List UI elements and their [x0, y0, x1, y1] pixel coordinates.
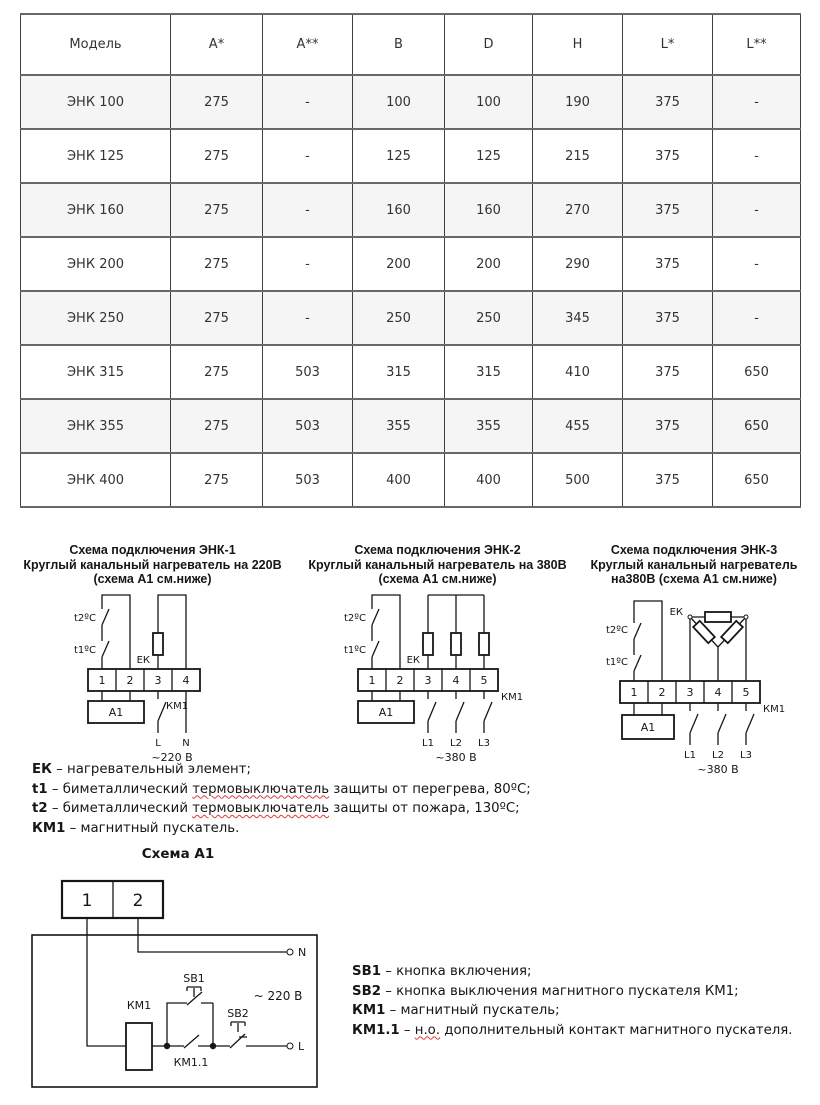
table-cell: 275: [171, 183, 263, 237]
spellcheck-word: термовыключатель: [192, 801, 330, 816]
table-cell: 250: [353, 291, 445, 345]
terminal-block: [62, 881, 163, 918]
terminal-strip: [358, 669, 498, 691]
a1-label: А1: [640, 720, 656, 734]
voltage-label: ~ 220 В: [253, 989, 303, 1003]
table-cell: 200: [445, 237, 533, 291]
table-cell: 375: [623, 291, 713, 345]
table-cell: 275: [171, 237, 263, 291]
col-header-b: B: [353, 14, 445, 75]
col-header-a2: A**: [263, 14, 353, 75]
a1-label: А1: [378, 705, 393, 719]
legend-term: КМ1: [32, 820, 66, 836]
diagram-enk2: [300, 543, 575, 769]
sb1-latch-branch: [167, 972, 213, 1046]
table-cell: 190: [533, 75, 623, 129]
voltage-label: ~380 В: [434, 750, 477, 764]
ek-label: ЕК: [406, 654, 420, 666]
legend-term: SB2: [352, 983, 381, 999]
table-header-row: [21, 14, 801, 75]
table-cell: 100: [353, 75, 445, 129]
table-row: [21, 291, 801, 345]
contactor-branch: [151, 691, 192, 764]
sb1-label: SB1: [183, 972, 205, 985]
legend-term: КМ1: [352, 1003, 386, 1018]
km11-label: КМ1.1: [173, 1056, 209, 1069]
table-cell: 400: [353, 453, 445, 507]
legend-term: t2: [32, 801, 48, 816]
table-cell: 455: [533, 399, 623, 453]
table-cell: ЭНК 100: [21, 75, 171, 129]
diagram-enk1-title: Схема подключения ЭНК-1 Круглый канальный нагреватель на 220В (схема А1 см.ниже): [23, 543, 282, 586]
schema-a1-title: Схема А1: [141, 846, 215, 862]
enk2-circuit-svg: [308, 589, 568, 769]
legend-item-km1: КМ1 – магнитный пускатель.: [32, 820, 240, 836]
table-cell: 275: [171, 345, 263, 399]
legend-item-sb2: SB2 – кнопка выключения магнитного пускателя КМ1;: [352, 983, 739, 999]
phase-l3-label: L3: [740, 749, 752, 761]
heater-resistor-ek: [721, 620, 743, 642]
svg-text:1: 1: [630, 685, 638, 699]
diagram-enk1: [20, 543, 285, 765]
heater-branch: [136, 595, 185, 669]
voltage-label: ~380 В: [697, 762, 739, 776]
heater-delta: [670, 607, 748, 681]
ek-label: ЕК: [669, 606, 683, 618]
table-cell: 270: [533, 183, 623, 237]
legend-item-km1: КМ1 – магнитный пускатель;: [352, 1003, 560, 1018]
svg-text:2: 2: [396, 673, 403, 687]
table-cell: 503: [263, 399, 353, 453]
a1-block: [622, 703, 674, 739]
svg-text:2: 2: [658, 685, 666, 699]
legend-item-t1: t1 – биметаллический термовыключатель защиты от перегрева, 80ºС;: [32, 781, 531, 797]
spellcheck-word: термовыключатель: [192, 781, 330, 797]
t2-label: t2ºC: [343, 612, 366, 624]
svg-text:5: 5: [480, 673, 487, 687]
ek-label: ЕК: [136, 654, 150, 666]
thermal-switch-loop: [74, 595, 130, 669]
coil-circuit: [87, 918, 167, 1070]
svg-text:1: 1: [368, 673, 375, 687]
schema-a1-circuit-svg: [25, 870, 330, 1105]
phase-l1-label: L1: [421, 737, 434, 749]
km1-label: КМ1: [126, 999, 152, 1012]
heater-resistor-ek: [451, 633, 461, 655]
col-header-a1: A*: [171, 14, 263, 75]
table-cell: 400: [445, 453, 533, 507]
heater-resistor-ek: [479, 633, 489, 655]
table-cell: 275: [171, 129, 263, 183]
km1-label: КМ1: [763, 703, 786, 715]
table-row: [21, 399, 801, 453]
table-cell: 503: [263, 345, 353, 399]
table-row: [21, 75, 801, 129]
a1-block: [358, 691, 414, 723]
thermal-switch-loop: [606, 601, 662, 681]
table-cell: 650: [713, 453, 801, 507]
legend-schema-a1: [352, 962, 793, 1040]
table-cell: 410: [533, 345, 623, 399]
svg-text:2: 2: [126, 673, 133, 687]
terminal-strip: [88, 669, 200, 691]
phase-l1-label: L1: [684, 749, 696, 761]
diagram-enk3: [578, 543, 810, 785]
table-cell: 290: [533, 237, 623, 291]
table-cell: 375: [623, 237, 713, 291]
table-cell: 375: [623, 75, 713, 129]
phase-l-label: L: [154, 737, 161, 749]
table-cell: 275: [171, 291, 263, 345]
t1-label: t1ºC: [73, 644, 96, 656]
col-header-h: H: [533, 14, 623, 75]
table-cell: 355: [445, 399, 533, 453]
table-cell: 275: [171, 75, 263, 129]
table-cell: ЭНК 125: [21, 129, 171, 183]
enk3-circuit-svg: [578, 589, 810, 785]
table-cell: -: [263, 291, 353, 345]
col-header-l2: L**: [713, 14, 801, 75]
table-cell: 160: [353, 183, 445, 237]
table-cell: -: [263, 183, 353, 237]
enk1-circuit-svg: [33, 589, 273, 765]
table-cell: ЭНК 250: [21, 291, 171, 345]
table-cell: 215: [533, 129, 623, 183]
table-cell: 650: [713, 399, 801, 453]
table-cell: 315: [353, 345, 445, 399]
legend-item-t2: t2 – биметаллический термовыключатель защиты от пожара, 130ºС;: [32, 801, 520, 816]
svg-text:1: 1: [98, 673, 105, 687]
km1-label: КМ1: [500, 691, 523, 703]
table-cell: 375: [623, 399, 713, 453]
svg-text:1: 1: [81, 891, 93, 911]
heater-branch: [406, 595, 488, 669]
col-header-d: D: [445, 14, 533, 75]
table-cell: 375: [623, 129, 713, 183]
contactor-branch: [684, 703, 785, 776]
table-cell: -: [263, 129, 353, 183]
t1-label: t1ºC: [606, 656, 628, 668]
heater-resistor-ek: [423, 633, 433, 655]
phase-l2-label: L2: [712, 749, 724, 761]
neutral-n-label: N: [298, 946, 307, 959]
table-cell: -: [713, 237, 801, 291]
heater-resistor-ek: [705, 612, 731, 622]
km1-coil: [126, 1023, 152, 1070]
col-header-model: Модель: [21, 14, 171, 75]
neutral-line: [138, 918, 306, 959]
table-cell: 200: [353, 237, 445, 291]
table-cell: 315: [445, 345, 533, 399]
diagram-enk3-title: Схема подключения ЭНК-3 Круглый канальный нагреватель на380В (схема А1 см.ниже): [590, 543, 798, 586]
thermal-switch-loop: [344, 595, 400, 669]
voltage-label: ~220 В: [150, 750, 193, 764]
table-row: [21, 183, 801, 237]
table-cell: 125: [445, 129, 533, 183]
table-cell: -: [713, 129, 801, 183]
svg-text:2: 2: [132, 891, 144, 911]
table-cell: ЭНК 160: [21, 183, 171, 237]
table-cell: 503: [263, 453, 353, 507]
t2-label: t2ºC: [73, 612, 96, 624]
table-cell: 345: [533, 291, 623, 345]
table-cell: 275: [171, 453, 263, 507]
diagram-enk2-title: Схема подключения ЭНК-2 Круглый канальный нагреватель на 380В (схема А1 см.ниже): [308, 543, 567, 586]
t1-label: t1ºC: [343, 644, 366, 656]
table-cell: -: [713, 183, 801, 237]
heater-resistor-ek: [153, 633, 163, 655]
svg-text:3: 3: [686, 685, 694, 699]
legend-components: [32, 760, 531, 838]
table-cell: 250: [445, 291, 533, 345]
table-cell: -: [713, 75, 801, 129]
table-cell: 375: [623, 183, 713, 237]
table-cell: 375: [623, 345, 713, 399]
table-cell: -: [263, 75, 353, 129]
table-cell: ЭНК 355: [21, 399, 171, 453]
table-row: [21, 129, 801, 183]
svg-text:4: 4: [182, 673, 189, 687]
t2-label: t2ºC: [606, 624, 628, 636]
svg-text:5: 5: [742, 685, 750, 699]
km11-contact: [164, 1035, 216, 1069]
legend-item-ek: ЕК – нагревательный элемент;: [32, 762, 251, 777]
table-cell: ЭНК 200: [21, 237, 171, 291]
sb2-stop-button: [213, 1007, 305, 1053]
table-cell: 500: [533, 453, 623, 507]
svg-text:4: 4: [714, 685, 722, 699]
table-cell: 355: [353, 399, 445, 453]
sb2-label: SB2: [227, 1007, 249, 1020]
table-cell: 375: [623, 453, 713, 507]
svg-text:3: 3: [154, 673, 161, 687]
a1-block: [88, 691, 144, 723]
table-cell: 160: [445, 183, 533, 237]
legend-item-sb1: SB1 – кнопка включения;: [352, 964, 532, 979]
terminal-strip: [620, 681, 760, 703]
heater-resistor-ek: [693, 620, 715, 642]
table-cell: ЭНК 400: [21, 453, 171, 507]
table-row: [21, 453, 801, 507]
phase-l2-label: L2: [449, 737, 462, 749]
table-row: [21, 345, 801, 399]
legend-term: t1: [32, 781, 48, 797]
spellcheck-word: н.о.: [414, 1022, 441, 1038]
phase-l-label: L: [298, 1040, 305, 1053]
table-cell: 275: [171, 399, 263, 453]
spec-table: [20, 13, 801, 508]
table-cell: 650: [713, 345, 801, 399]
table-cell: -: [713, 291, 801, 345]
table-row: [21, 237, 801, 291]
legend-term: КМ1.1: [352, 1022, 400, 1038]
table-cell: 125: [353, 129, 445, 183]
legend-term: ЕК: [32, 762, 52, 777]
svg-text:4: 4: [452, 673, 459, 687]
neutral-n-label: N: [181, 737, 190, 749]
table-cell: -: [263, 237, 353, 291]
km1-label: КМ1: [165, 700, 188, 712]
a1-label: А1: [108, 705, 123, 719]
col-header-l1: L*: [623, 14, 713, 75]
table-cell: ЭНК 315: [21, 345, 171, 399]
table-cell: 100: [445, 75, 533, 129]
svg-text:3: 3: [424, 673, 431, 687]
legend-item-km11: КМ1.1 – н.о. дополнительный контакт магнитного пускателя.: [352, 1022, 793, 1038]
contactor-branch: [422, 691, 523, 764]
phase-l3-label: L3: [477, 737, 490, 749]
legend-term: SB1: [352, 964, 381, 979]
